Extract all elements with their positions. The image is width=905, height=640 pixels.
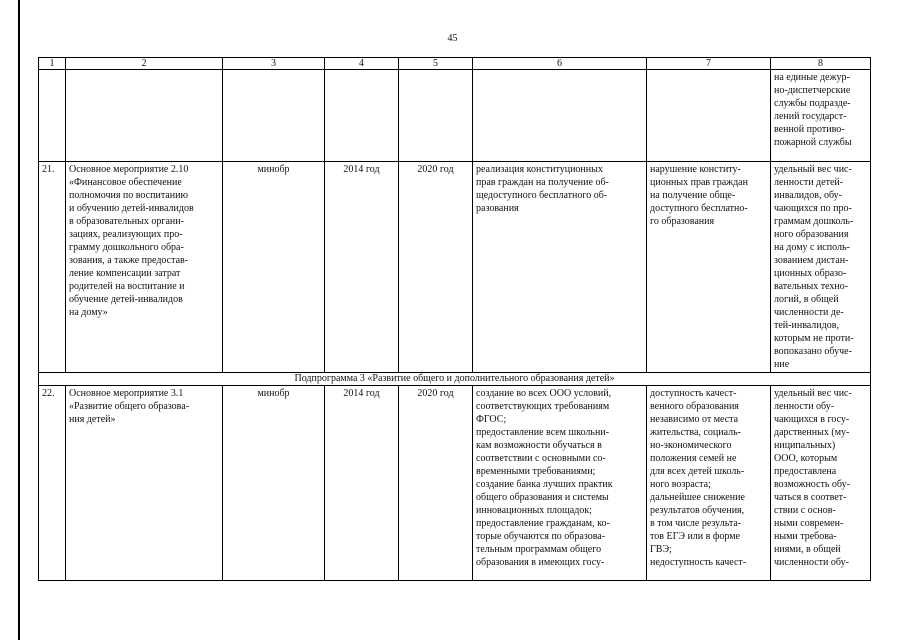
column-header: 6 — [473, 58, 647, 70]
program-measures-table — [38, 57, 871, 581]
result-cell: реализация конституционных прав граждан на получение об- щедоступного бесплатного об- разования — [473, 162, 647, 373]
column-header: 3 — [223, 58, 325, 70]
start-year-cell: 2014 год — [325, 386, 399, 581]
row-number: 21. — [39, 162, 66, 373]
consequences-cell-wrap — [647, 386, 771, 581]
table-cell — [399, 70, 473, 162]
start-year-cell: 2014 год — [325, 162, 399, 373]
table-cell — [66, 70, 223, 162]
indicator-cell: удельный вес чис- ленности обу- чающихся в госу- дарственных (му- ниципальных) ООО, которым предоставлена возможность обу- чаться в соответ- ствии с основ- ными современ- ными требова- ниями, в общей численности обу- — [774, 388, 852, 568]
result-cell: создание во всех ООО условий, соответствующих требованиям ФГОС; предоставление всем школьни- кам возможности обучаться в соответствии с основными со- временными требованиями; создание банка лучших практик общего образования и системы инновационных площадок; предоставление гражданам, ко- торые обучаются по образова- тельным программам общего образования в имеющих госу- — [476, 388, 613, 568]
page-number: 45 — [447, 33, 458, 44]
subprogram-row — [39, 373, 871, 386]
measure-cell: Основное мероприятие 2.10 «Финансовое обеспечение полномочия по воспитанию и обучению детей-инвалидов в образовательных органи- зациях, реализующих про- грамму дошкольного обра- зования, а также предостав- ление компенсации затрат родителей на воспитание и обучение детей-инвалидов на дому» — [66, 162, 223, 373]
table-cell — [39, 70, 66, 162]
column-header: 7 — [647, 58, 771, 70]
column-header: 5 — [399, 58, 473, 70]
table-cell — [647, 70, 771, 162]
executor-cell: минобр — [223, 386, 325, 581]
consequences-cell: нарушение конститу- ционных прав граждан на получение обще- доступного бесплатно- го образования — [647, 162, 771, 373]
continuation-row — [39, 70, 871, 162]
end-year-cell: 2020 год — [399, 386, 473, 581]
indicator-cell-wrap — [771, 386, 871, 581]
table-cell — [325, 70, 399, 162]
subprogram-title: Подпрограмма 3 «Развитие общего и дополнительного образования детей» — [39, 373, 871, 386]
table-row-22 — [39, 386, 871, 581]
result-cell-wrap — [473, 386, 647, 581]
executor-cell: минобр — [223, 162, 325, 373]
header-row — [39, 58, 871, 70]
measure-cell: Основное мероприятие 3.1 «Развитие общего образова- ния детей» — [66, 386, 223, 581]
indicator-cell: на единые дежур- но-диспетчерские службы подразде- лений государст- венной противо- пожарной службы — [771, 70, 871, 162]
table-cell — [223, 70, 325, 162]
consequences-cell: доступность качест- венного образования независимо от места жительства, социаль- но-экономического положения семей не для всех детей школь- ного возраста; дальнейшее снижение результатов обучения, в том числе результа- тов ЕГЭ или в форме ГВЭ; недоступность качест- — [650, 388, 747, 568]
column-header: 1 — [39, 58, 66, 70]
column-header: 2 — [66, 58, 223, 70]
indicator-cell: удельный вес чис- ленности детей- инвалидов, обу- чающихся по про- граммам дошколь- ного образования на дому с исполь- зованием дистан- ционных образо- вательных техно- логий, в общей численности де- тей-инвалидов, которым не проти- вопоказано обуче- ние — [771, 162, 871, 373]
row-number: 22. — [39, 386, 66, 581]
column-header: 4 — [325, 58, 399, 70]
table-cell — [473, 70, 647, 162]
column-header: 8 — [771, 58, 871, 70]
binding-edge — [18, 0, 20, 640]
table-row-21 — [39, 162, 871, 373]
end-year-cell: 2020 год — [399, 162, 473, 373]
